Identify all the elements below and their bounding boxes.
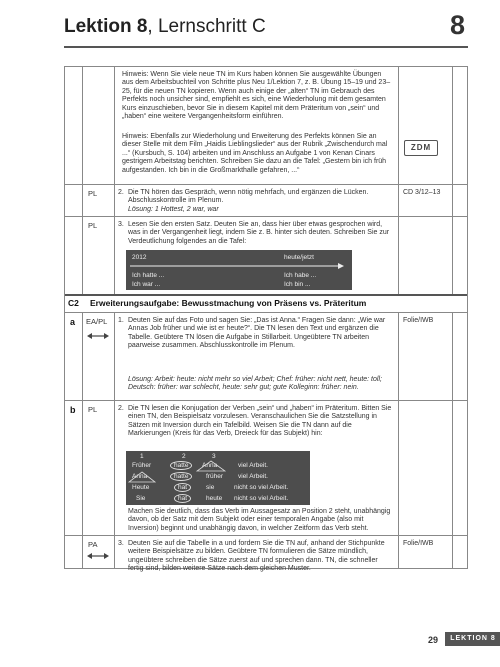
table-rule [64, 312, 468, 313]
hint-text: Hinweis: Wenn Sie viele neue TN im Kurs haben können Sie ausgewählte Übungen aus dem Arbeitsbuchteil von Schritte plus Neu 1/Lektion 7, z. B. Übung 15–19 und 23–25, für die neuen TN kopieren. Wenn auch einige der „alten“ TN im Gebrauch des Perfekts noch unsicher sind, empfiehlt es sich, eine Wiederholung mit dem gesamten Kurs einzuschieben, bevor Sie in diesem Kapitel mit dem Präteritum von „sein“ und „haben“ eine weitere Vergangenheitsform einführen. [122, 71, 391, 121]
board-line: Ich hatte ... [132, 272, 165, 279]
table-border [398, 66, 399, 294]
social-form: EA/PL [86, 317, 108, 326]
step-text: Lesen Sie den ersten Satz. Deuten Sie an, dass hier über etwas gesprochen wird, was in der Vergangenheit liegt, indem Sie z. B. hinter sich deuten. Schreiben Sie zur Verdeutlichung folgendes an die Tafel: [128, 221, 390, 245]
lernschritt-label: , Lernschritt C [147, 16, 266, 37]
table-border [114, 312, 115, 568]
lektion-label: Lektion 8 [64, 16, 148, 37]
step-number: 3. [118, 540, 124, 547]
timeline-arrow-icon [130, 262, 346, 270]
pair-work-arrows-icon [87, 332, 109, 340]
table-rule [64, 535, 468, 536]
blackboard-timeline [126, 250, 352, 290]
table-border [82, 312, 83, 568]
position-number: 2 [182, 453, 186, 460]
solution-text: Lösung: Arbeit: heute: nicht mehr so viel Arbeit; Chef: früher: nicht nett, heute: toll; Deutsch: früher: war schlecht, heute: sehr gut; gute Kolleginn: früher: nein. [128, 376, 382, 392]
social-form: PL [88, 189, 98, 198]
board-line: Ich habe ... [284, 272, 317, 279]
task-letter: a [70, 317, 76, 327]
table-rule [64, 184, 468, 185]
subject-triangle: Anna [132, 473, 148, 480]
table-border [398, 312, 399, 568]
board-word: nicht so viel Arbeit. [234, 495, 289, 502]
social-form: PL [88, 221, 98, 230]
step-text: Deuten Sie auf die Tabelle in a und fordern Sie die TN auf, anhand der Stichpunkte weitere Beispielsätze zu bilden. Geübtere TN formulieren die Sätze mündlich, ungeübtere schreiben die Sätze zuerst auf und sprechen dann. TN, die schneller fertig sind, bilden weitere Sätze nach dem gleichen Muster. [128, 540, 385, 573]
board-label: 2012 [132, 254, 147, 261]
hint-text: Hinweis: Ebenfalls zur Wiederholung und Erweiterung des Perfekts können Sie an dieser Stelle mit dem Film „Haidis Lieblingslieder“ aus der Rubrik „Zwischendurch mal ...“ (Kursbuch, S. 104) arbeiten und im Anschluss an Aufgabe 1 von Kenan Cinars gestrigem Arbeitstag berichten. Schreiben Sie dazu an die Tafel: „Gestern bin ich früh aufgestanden. Ich bin in die Großmarkthalle gefahren, ...“ [122, 133, 388, 174]
board-line: Ich bin ... [284, 281, 311, 288]
page-number: 29 [428, 635, 439, 645]
solution-text: Lösung: 1 Hottest, 2 war, war [128, 206, 219, 213]
position-number: 1 [140, 453, 144, 460]
section-title: Erweiterungsaufgabe: Bewusstmachung von Präsens vs. Präteritum [90, 298, 367, 308]
board-word: viel Arbeit. [238, 473, 268, 480]
board-word: nicht so viel Arbeit. [234, 484, 289, 491]
step-number: 2. [118, 189, 124, 196]
table-border [452, 312, 453, 568]
zdm-icon: ZDM [404, 140, 438, 156]
board-word: Heute [132, 484, 150, 491]
verb-circle: hat [174, 483, 191, 492]
section-code: C2 [68, 298, 79, 308]
table-rule [64, 400, 468, 401]
step-text: Deuten Sie auf das Foto und sagen Sie: „Das ist Anna.“ Fragen Sie dann: „Wie war Annas Job früher und wie ist er heute?“. Die TN lesen den Text und ergänzen die Tabelle. Geübtere TN lösen die Aufgabe in Stillarbeit. Ungeübtere TN arbeiten paarweise zusammen. Abschlusskontrolle im Plenum. [128, 317, 386, 350]
board-word: heute [206, 495, 223, 502]
table-rule [64, 216, 468, 217]
pair-work-arrows-icon [87, 552, 109, 560]
board-word: früher [206, 473, 223, 480]
subject-triangle: Sie [136, 495, 146, 502]
table-rule [64, 294, 468, 296]
table-border [467, 66, 468, 568]
blackboard-syntax [126, 451, 310, 505]
position-number: 3 [212, 453, 216, 460]
step-text: Die TN lesen die Konjugation der Verben „sein“ und „haben“ im Präteritum. Bitten Sie einen TN, den Beispielsatz vorzulesen. Veranschaulichen Sie die Satzstellung in Sätzen mit Inversion durch ein Tafelbild. Weisen Sie die TN dann auf die Markierungen (Kreis für das Verb, Dreieck für das Subjekt) hin: [128, 405, 392, 438]
footer-label: LEKTION 8 [445, 632, 500, 646]
board-word: viel Arbeit. [238, 462, 268, 469]
board-label: heute/jetzt [284, 254, 314, 261]
task-letter: b [70, 405, 76, 415]
step-text: Die TN hören das Gespräch, wenn nötig mehrfach, und ergänzen die Lücken. Abschlusskontrolle im Plenum. [128, 189, 369, 205]
social-form: PL [88, 405, 98, 414]
table-border [64, 66, 65, 568]
table-rule [64, 66, 468, 67]
step-number: 1. [118, 317, 124, 324]
subject-triangle: Anna [202, 462, 218, 469]
step-number: 3. [118, 221, 124, 228]
board-word: Früher [132, 462, 152, 469]
material-text: CD 3/12–13 [403, 189, 441, 196]
triangle-icon [128, 471, 156, 483]
material-text: Folie/IWB [403, 540, 434, 547]
material-text: Folie/IWB [403, 317, 434, 324]
table-border [114, 66, 115, 294]
step-number: 2. [118, 405, 124, 412]
subject-triangle: sie [206, 484, 215, 491]
table-border [82, 66, 83, 294]
step-text: Machen Sie deutlich, dass das Verb im Aussagesatz an Position 2 steht, unabhängig davon, ob der Satz mit dem Subjekt oder einer temporalen Angabe (also mit Inversion) beginnt und unabhängig davon, in welcher Zeitform das Verb steht. [128, 508, 391, 532]
table-border [452, 66, 453, 294]
verb-circle: hatte [170, 461, 192, 470]
verb-circle: hatte [170, 472, 192, 481]
board-line: Ich war ... [132, 281, 161, 288]
triangle-icon [196, 460, 226, 472]
chapter-number: 8 [450, 10, 466, 40]
header-rule [64, 46, 468, 48]
verb-circle: hat [174, 494, 191, 503]
social-form: PA [88, 540, 98, 549]
page-title [64, 16, 266, 38]
